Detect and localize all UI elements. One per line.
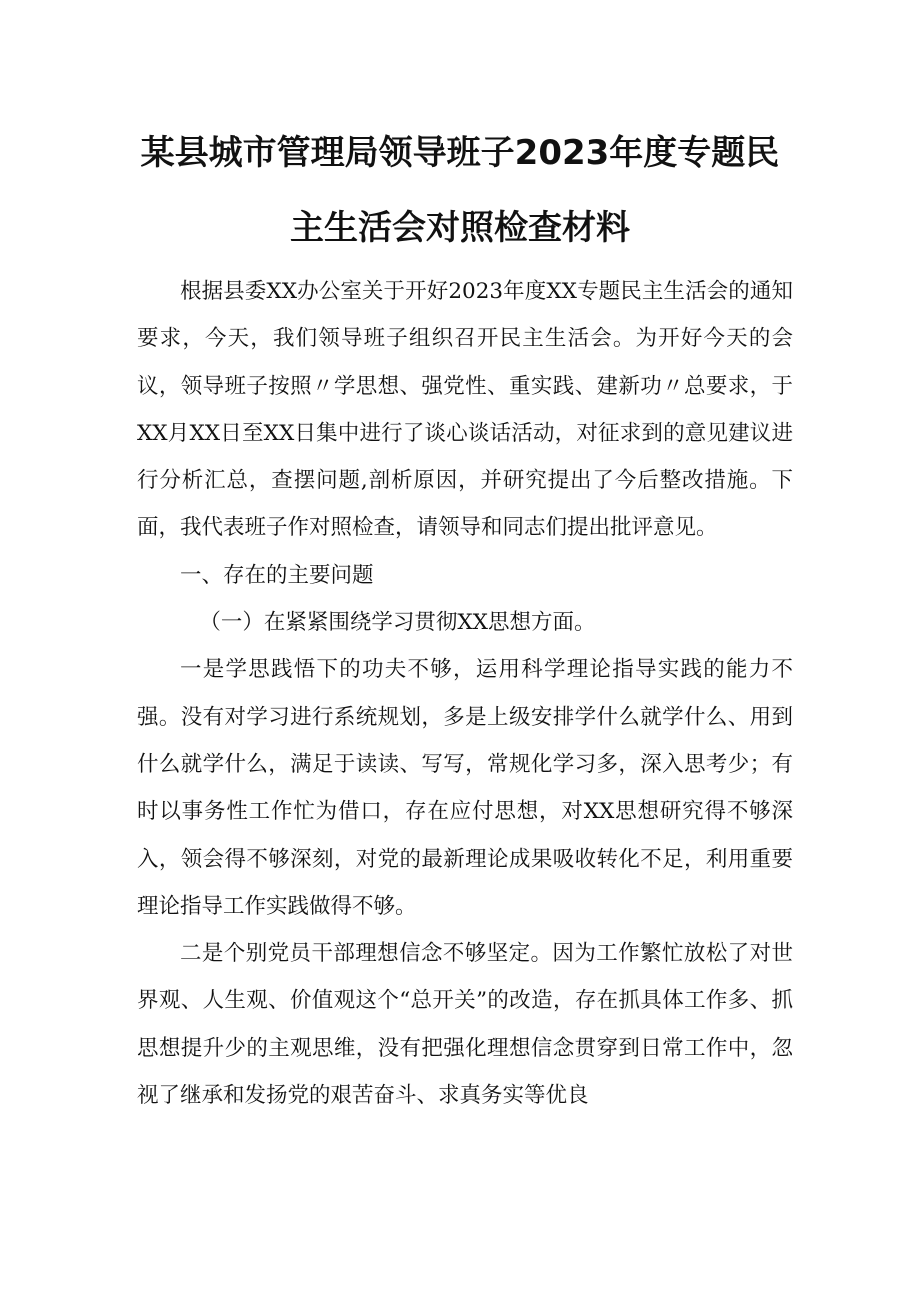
section-heading: 一、存在的主要问题 <box>180 562 374 588</box>
point-2-paragraph: 二是个别党员干部理想信念不够坚定。因为工作繁忙放松了对世界观、人生观、价值观这个“总开关”的改造，存在抓具体工作多、抓思想提升少的主观思维，没有把强化理想信念贯穿到日常工作中，忽视了继承和发扬党的艰苦奋斗、求真务实等优良 <box>137 941 793 1109</box>
document-body <box>137 268 793 1119</box>
subsection-heading: （一）在紧紧围绕学习贯彻XX思想方面。 <box>199 610 596 636</box>
document-title-line-1: 某县城市管理局领导班子2023年度专题民 <box>140 133 780 173</box>
point-1-paragraph: 一是学思践悟下的功夫不够，运用科学理论指导实践的能力不强。没有对学习进行系统规划，多是上级安排学什么就学什么、用到什么就学什么，满足于读读、写写，常规化学习多，深入思考少；有时以事务性工作忙为借口，存在应付思想，对XX思想研究得不够深入，领会得不够深刻，对党的最新理论成果吸收转化不足，利用重要理论指导工作实践做得不够。 <box>137 657 793 919</box>
intro-paragraph: 根据县委XX办公室关于开好2023年度XX专题民主生活会的通知要求，今天，我们领导班子组织召开民主生活会。为开好今天的会议，领导班子按照〃学思想、强党性、重实践、建新功〃总要求，于XX月XX日至XX日集中进行了谈心谈话活动，对征求到的意见建议进行分析汇总，查摆问题,剖析原因，并研究提出了今后整改措施。下面，我代表班子作对照检查，请领导和同志们提出批评意见。 <box>137 279 793 541</box>
document-title-line-2: 主生活会对照检查材料 <box>290 208 630 248</box>
